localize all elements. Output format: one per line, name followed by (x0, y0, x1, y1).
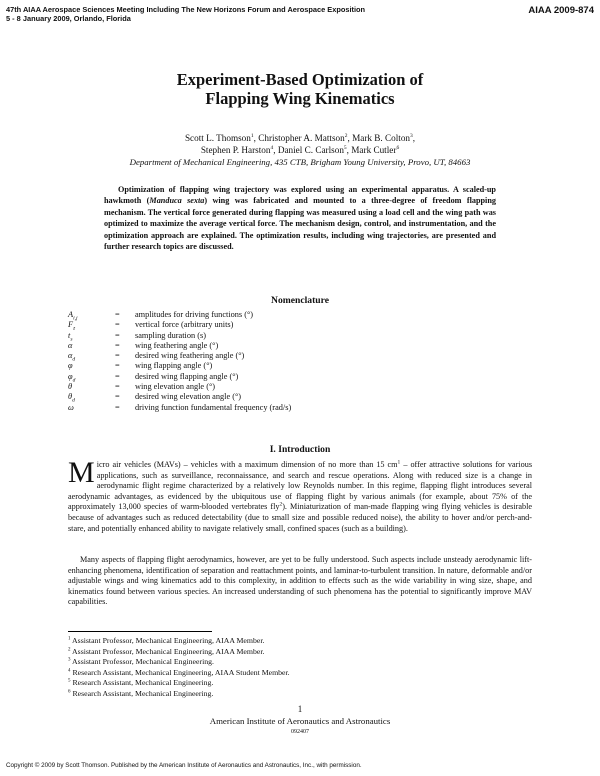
nomenclature-row (68, 372, 538, 382)
nomenclature-equals: = (115, 371, 120, 381)
nomenclature-row (68, 320, 538, 330)
footnote: $^1$ Assistant Professor, Mechanical Engineering, AIAA Member. (68, 636, 265, 645)
nomenclature-symbol: $A_{i,j}$ (68, 310, 78, 322)
nomenclature-definition: wing elevation angle (°) (135, 382, 216, 392)
footnotes (68, 636, 532, 700)
intro-paragraph-2: Many aspects of flapping flight aerodynamics, however, are yet to be fully understood. Such aspects include unsteady aerodynamic lift-enhancing phenomena, identification of separation and reattachment points, and laminar-to-turbulent transition. In nature, deformable and/or adjustable wings and wing kinematics add to this complexity, in addition to effects such as the wide variability in wing size, shape, and kinematics found between various species. An increased understanding of such phenomena has the potential to significantly improve MAV capabilities. (68, 555, 532, 607)
affiliation: Department of Mechanical Engineering, 435 CTB, Brigham Young University, Provo, UT, 84663 (129, 157, 471, 167)
author-sup: 5 (343, 144, 347, 151)
abstract-text: ) wing was fabricated and mounted to a three-degree of freedom flapping mechanism. The vertical force generated during flapping was measured using a load cell and the wing path was optimized to maximize the average vertical force. The mechanism design, control, and instrumentation, and the optimization approach are explained. The optimization results, including wing trajectories, are presented and further research topics are discussed. (104, 196, 496, 252)
page-number: 1 (297, 704, 303, 714)
intro-text: – offer attractive solutions for various applications, such as surveillance, reconnaissance, and search and rescue operations. Along with reduced size is a change in aerodynamic flight regime characterized by a relatively low Reynolds number. In this regime, flapping flight introduces several aerodynamic advantages, as evidenced by the ubiquitous use of flapping flight by various animals (for example, about 75% of the approximately 13,000 species of warm-blooded vertebrates fly (68, 460, 533, 512)
conference-header (6, 5, 365, 23)
nomenclature-definition: wing flapping angle (°) (135, 361, 213, 371)
nomenclature-symbol: $\theta_d$ (68, 392, 75, 405)
institute-name: American Institute of Aeronautics and Astronautics (209, 716, 391, 726)
author-name: Mark B. Colton (352, 133, 411, 143)
nomenclature-equals: = (115, 330, 120, 340)
author-name: Mark Cutler (351, 145, 397, 155)
nomenclature-definition: desired wing feathering angle (°) (135, 351, 245, 361)
nomenclature-list (68, 310, 538, 413)
author-line-1: Scott L. Thomson$^1$, Christopher A. Mattson$^2$, Mark B. Colton$^3$, (184, 132, 416, 143)
footnote: $^6$ Research Assistant, Mechanical Engineering. (68, 688, 214, 698)
nomenclature-symbol: θ (68, 382, 73, 392)
nomenclature-symbol: $t_s$ (68, 330, 73, 343)
author-line-2: Stephen P. Harston$^4$, Daniel C. Carlson$^5$, Mark Cutler$^6$ (200, 144, 400, 155)
nomenclature-row (68, 351, 538, 361)
nomenclature-equals: = (115, 340, 120, 350)
nomenclature-row (68, 382, 538, 392)
paper-number: AIAA 2009-874 (528, 5, 594, 16)
author-sup: 4 (270, 144, 274, 151)
introduction-heading: I. Introduction (269, 444, 331, 455)
nomenclature-symbol: $\varphi_d$ (68, 371, 76, 384)
footnote: $^4$ Research Assistant, Mechanical Engineering, AIAA Student Member. (68, 667, 290, 677)
nomenclature-equals: = (115, 351, 120, 361)
title-line-1: Experiment-Based Optimization of (176, 70, 424, 89)
author-sup: 2 (344, 132, 348, 139)
nomenclature-row (68, 403, 538, 413)
nomenclature-row (68, 331, 538, 341)
title-line-2: Flapping Wing Kinematics (205, 89, 395, 108)
nomenclature-symbol: α (68, 340, 73, 350)
nomenclature-definition: vertical force (arbitrary units) (135, 320, 234, 330)
abstract-text: Optimization of flapping wing trajectory was explored using an experimental apparatus. A scaled-up hawkmoth ( (104, 185, 496, 206)
species-name: Manduca sexta (149, 196, 205, 206)
author-name: Scott L. Thomson (184, 133, 251, 143)
nomenclature-symbol: φ (68, 361, 73, 371)
nomenclature-definition: driving function fundamental frequency (rad/s) (135, 402, 292, 412)
nomenclature-equals: = (115, 392, 120, 402)
conference-line-1: 47th AIAA Aerospace Sciences Meeting Including The New Horizons Forum and Aerospace Exposition (6, 5, 366, 14)
author-list (0, 132, 600, 156)
citation-sup: 1 (397, 459, 401, 466)
drop-cap: M (68, 456, 95, 489)
footnote-divider (68, 631, 212, 632)
author-name: Stephen P. Harston (200, 145, 271, 155)
copyright-notice: Copyright © 2009 by Scott Thomson. Published by the American Institute of Aeronautics and Astronautics, Inc., with permission. (6, 762, 362, 769)
footnote: $^2$ Assistant Professor, Mechanical Engineering, AIAA Member. (68, 646, 265, 656)
nomenclature-equals: = (115, 402, 120, 412)
document-code: 092407 (291, 729, 309, 735)
footnote: $^3$ Assistant Professor, Mechanical Engineering. (68, 657, 214, 667)
nomenclature-heading: Nomenclature (271, 295, 329, 306)
author-sup: 1 (250, 132, 254, 139)
nomenclature-definition: sampling duration (s) (135, 330, 206, 340)
nomenclature-equals: = (115, 382, 120, 392)
intro-paragraph-1 (68, 456, 533, 534)
nomenclature-equals: = (115, 320, 120, 330)
nomenclature-equals: = (115, 310, 120, 319)
nomenclature-symbol: $F_z$ (68, 320, 76, 332)
intro-text: icro air vehicles (MAVs) – vehicles with a maximum dimension of no more than 15 cm (96, 460, 398, 469)
nomenclature-definition: amplitudes for driving functions (°) (135, 310, 254, 319)
nomenclature-definition: desired wing flapping angle (°) (135, 371, 239, 381)
intro-text: ). Miniaturization of man-made flapping wing flying vehicles is desirable because of advantages such as reduced detectability (due to small size and possible reduced noise), the ability to hover and/or perch-and-stare, and potentially enhanced ability to navigate relatively small, confined spaces (such as a building). (68, 502, 532, 533)
abstract (104, 184, 496, 252)
nomenclature-row (68, 310, 538, 320)
nomenclature-symbol: $\alpha_d$ (68, 351, 76, 363)
author-name: Christopher A. Mattson (258, 133, 345, 143)
nomenclature-row (68, 361, 538, 371)
nomenclature-definition: desired wing elevation angle (°) (135, 392, 242, 402)
nomenclature-equals: = (115, 361, 120, 371)
citation-sup: 2 (279, 501, 283, 508)
conference-line-2: 5 - 8 January 2009, Orlando, Florida (6, 14, 131, 23)
nomenclature-definition: wing feathering angle (°) (135, 340, 219, 350)
footnote: $^5$ Research Assistant, Mechanical Engineering. (68, 678, 214, 688)
nomenclature-row (68, 341, 538, 351)
author-sup: 3 (410, 132, 413, 139)
nomenclature-symbol: ω (68, 402, 74, 412)
author-name: Daniel C. Carlson (277, 145, 344, 155)
author-sup: 6 (396, 144, 400, 151)
paper-title (0, 70, 600, 108)
nomenclature-row (68, 392, 538, 405)
